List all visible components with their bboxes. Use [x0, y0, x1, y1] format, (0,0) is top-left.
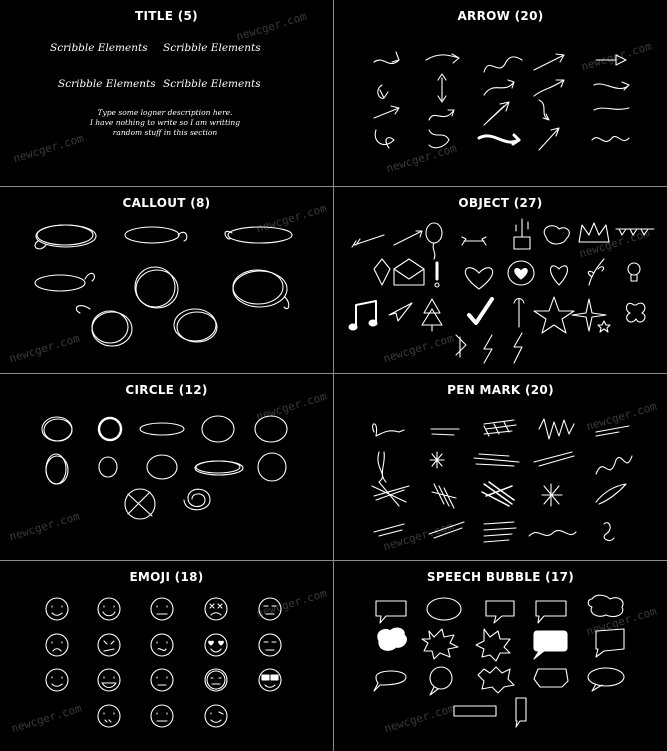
note-head-icon [369, 320, 377, 326]
pen-mark-icon [604, 523, 614, 541]
circle-icon [99, 457, 117, 477]
callout-icon [177, 312, 217, 342]
penmark-section[interactable] [334, 374, 667, 560]
balloon-string-icon [433, 243, 435, 259]
emoji-icon [98, 634, 120, 656]
arrow-icon [484, 80, 514, 95]
emoji-icon [46, 634, 68, 656]
arrow-icon [438, 74, 446, 102]
thought-bubble-icon [378, 628, 407, 650]
neutral-face-icon [157, 606, 167, 614]
title-sample: Scribble Elements [163, 78, 261, 90]
watermark-text: newcger.com [9, 701, 84, 736]
callout-icon [92, 311, 128, 343]
watermark-text: newcger.com [254, 586, 329, 621]
emoji-icon [259, 598, 281, 620]
emoji-icon [205, 669, 227, 691]
watermark-text: newcger.com [584, 604, 659, 639]
emoji-icon [151, 634, 173, 656]
speech-bubble-icon [376, 601, 406, 623]
arrow-icon [479, 135, 519, 144]
watermark-text: newcger.com [7, 331, 82, 366]
emoji-ring-icon [207, 671, 225, 689]
callout-icon [136, 270, 178, 308]
heart-eye-icon [209, 641, 214, 645]
callout-icon [92, 312, 132, 346]
emoji-icon [46, 669, 68, 691]
flower-blob-icon [627, 303, 646, 322]
ring-face-icon [211, 678, 221, 684]
callout-icon [36, 225, 96, 247]
callout-icon [228, 227, 292, 243]
arrow-icon [378, 85, 388, 98]
pen-mark-icon [378, 452, 386, 482]
emoji-section[interactable] [0, 561, 333, 751]
pen-mark-icon [432, 484, 456, 508]
title-description: Type some logner description here. I have nothing to write so I am writting random stuff in this section [90, 108, 240, 137]
title-sample: Scribble Elements [58, 78, 156, 90]
pen-mark-icon [542, 484, 562, 506]
circle-icon [44, 419, 72, 441]
bunting-icon [616, 229, 654, 235]
watermark-text: newcger.com [11, 131, 86, 166]
speech-section[interactable] [334, 561, 667, 751]
pen-mark-icon [429, 522, 464, 538]
speech-tail-icon [534, 651, 544, 659]
speech-bubble-icon [486, 601, 514, 623]
emoji-icon [205, 634, 227, 656]
flower-icon [514, 299, 524, 328]
watermark-text: newcger.com [384, 141, 459, 176]
speech-bubble-icon [430, 667, 452, 689]
section-title: ARROW (20) [457, 9, 544, 23]
burst-bubble-icon [476, 629, 510, 661]
burst-bubble-icon [478, 667, 514, 693]
sad-face-icon [52, 642, 62, 651]
bulb-icon [628, 263, 640, 275]
watermark-text: newcger.com [577, 226, 652, 261]
object-section[interactable] [334, 187, 667, 373]
pen-mark-icon [484, 420, 516, 436]
pen-mark-icon [374, 524, 404, 536]
arrow-icon [539, 128, 559, 150]
smile-icon [265, 685, 275, 687]
arrow-icon [429, 130, 449, 148]
watermark-text: newcger.com [7, 509, 82, 544]
cactus-icon [516, 219, 528, 237]
arrow-elements [334, 0, 667, 186]
balloon-icon [426, 223, 442, 243]
heart-eye-icon [219, 641, 224, 645]
arrow-icon [374, 106, 399, 118]
arrow-icon [596, 55, 626, 65]
smile-icon [211, 649, 221, 652]
speech-bubble-icon [596, 629, 624, 657]
section-title: SPEECH BUBBLE (17) [426, 570, 575, 584]
speech-bubble-icon [534, 669, 568, 687]
smile-face-icon [52, 677, 62, 686]
callout-elements [0, 187, 333, 373]
cactus-pot-icon [514, 237, 530, 249]
emoji-icon [205, 705, 227, 727]
arrow-icon [534, 54, 564, 70]
arrow-icon [394, 231, 422, 245]
callout-icon [35, 275, 85, 291]
speech-bubble-icon [588, 668, 624, 686]
speech-bubble-icon [534, 631, 567, 651]
circle-icon [258, 453, 286, 481]
speech-bubble-icon [516, 698, 526, 727]
arrow-icon [429, 110, 454, 120]
sunglasses-icon [262, 675, 269, 680]
heart-icon [515, 269, 527, 279]
burst-bubble-icon [422, 629, 458, 659]
flower-stem-icon [456, 335, 466, 357]
heart-icon [550, 266, 567, 285]
section-title: TITLE (5) [135, 9, 198, 23]
dizzy-face-icon [210, 604, 222, 615]
annoyed-face-icon [104, 641, 114, 651]
callout-icon [85, 273, 94, 281]
arrow-icon [539, 100, 549, 120]
emoji-icon [205, 598, 227, 620]
callout-section[interactable] [0, 187, 333, 373]
speech-elements [334, 561, 667, 751]
watermark-text: newcger.com [584, 399, 659, 434]
arrow-icon [534, 80, 564, 96]
wink-face-icon [211, 712, 223, 722]
section-title: CIRCLE (12) [125, 383, 208, 397]
arrow-feather-icon [352, 235, 384, 247]
pen-mark-icon [474, 454, 519, 466]
checkmark-icon [469, 299, 492, 323]
emoji-icon [46, 598, 68, 620]
worried-face-icon [104, 713, 114, 722]
lightning-icon [514, 333, 522, 363]
arrow-icon [592, 136, 629, 141]
emoji-icon [151, 598, 173, 620]
flat-face-icon [264, 606, 276, 614]
spiral-icon [184, 489, 210, 510]
pen-mark-icon [529, 530, 576, 536]
exclamation-dot-icon [435, 283, 439, 287]
circle-icon [255, 416, 287, 442]
bulb-base-icon [631, 275, 637, 281]
speech-bubble-icon [374, 671, 406, 691]
heart-icon [465, 268, 492, 289]
title-section[interactable] [0, 0, 333, 186]
section-title: EMOJI (18) [129, 570, 204, 584]
object-elements [334, 187, 667, 373]
note-head-icon [349, 324, 357, 330]
emoji-icon [151, 705, 173, 727]
pen-mark-icon [373, 424, 404, 436]
callout-icon [76, 306, 90, 313]
circle-icon [46, 456, 68, 484]
emoji-icon [98, 598, 120, 620]
circle-icon [99, 418, 121, 440]
watermark-text: newcger.com [579, 39, 654, 74]
callout-icon [233, 270, 283, 304]
emoji-icon [259, 634, 281, 656]
arrow-icon [484, 57, 522, 72]
arrow-icon [374, 52, 399, 64]
smile-face-icon [52, 606, 62, 615]
arrow-section[interactable] [334, 0, 667, 186]
grin-face-icon [103, 606, 115, 616]
arrow-icon [594, 82, 629, 90]
lightning-icon [484, 335, 492, 363]
emoji-icon [151, 669, 173, 691]
section-title: OBJECT (27) [458, 196, 543, 210]
speech-bubble-icon [454, 706, 496, 716]
wavy-face-icon [157, 642, 167, 650]
pen-mark-icon [539, 419, 574, 439]
paper-plane-icon [389, 303, 412, 321]
section-title: CALLOUT (8) [122, 196, 211, 210]
speech-bubble-icon [536, 601, 566, 623]
watermark-text: newcger.com [234, 9, 309, 44]
circle-cross-icon [128, 492, 152, 516]
neutral-face-icon [157, 677, 167, 685]
arrow-icon [594, 108, 629, 110]
bone-icon [462, 237, 486, 245]
circle-icon [140, 423, 184, 435]
star-icon [534, 297, 574, 333]
flat-face-icon [264, 642, 276, 650]
emoji-icon [98, 705, 120, 727]
pen-mark-icon [596, 484, 626, 504]
callout-icon [125, 227, 179, 243]
tree-icon [422, 299, 442, 331]
section-title: PEN MARK (20) [447, 383, 554, 397]
callout-icon [284, 297, 289, 309]
title-sample: Scribble Elements [50, 42, 148, 54]
circle-icon [147, 455, 177, 479]
pen-mark-icon [430, 452, 444, 468]
pen-mark-icon [484, 522, 516, 542]
callout-icon [233, 271, 287, 307]
circle-elements [0, 374, 333, 560]
cloud-bubble-icon [588, 595, 623, 616]
speech-bubble-icon [427, 598, 461, 620]
pen-mark-icon [596, 426, 629, 436]
arrow-icon [484, 102, 509, 125]
callout-icon [174, 309, 216, 341]
laugh-face-icon [102, 677, 116, 688]
penmark-elements [334, 374, 667, 560]
cloud-icon [544, 226, 569, 244]
envelope-icon [394, 259, 424, 285]
pen-mark-icon [534, 452, 574, 466]
title-sample: Scribble Elements [163, 42, 261, 54]
watermark-text: newcger.com [381, 519, 456, 554]
pen-mark-icon [372, 482, 409, 506]
watermark-text: newcger.com [382, 701, 457, 736]
watermark-text: newcger.com [381, 331, 456, 366]
watermark-text: newcger.com [254, 201, 329, 236]
pen-mark-icon [482, 482, 514, 506]
circle-icon [202, 416, 234, 442]
callout-icon [178, 232, 187, 241]
crown-icon [579, 223, 609, 242]
circle-section[interactable] [0, 374, 333, 560]
pen-mark-icon [431, 429, 459, 435]
pen-mark-icon [596, 456, 632, 474]
neutral-face-icon [157, 713, 167, 721]
arrow-icon [426, 54, 459, 63]
arrow-icon [375, 130, 394, 148]
emoji-elements [0, 561, 333, 751]
leaf-branch-icon [588, 259, 604, 285]
watermark-text: newcger.com [254, 389, 329, 424]
diamond-icon [374, 259, 390, 285]
sunglasses-icon [271, 675, 278, 680]
sparkle-icon [572, 299, 606, 331]
sparkle-small-icon [598, 321, 610, 332]
